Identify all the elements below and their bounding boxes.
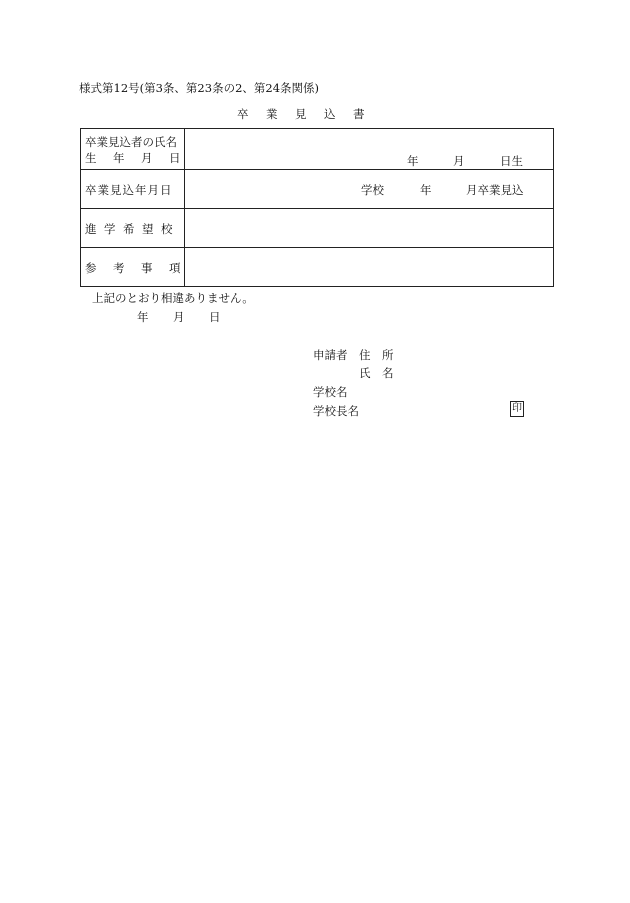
label-char: 生 [85, 151, 97, 165]
label-cell-remarks [81, 248, 185, 287]
date-year-label: 年 [137, 310, 149, 324]
label-char: 校 [161, 222, 173, 236]
value-cell-name-birthdate[interactable] [185, 129, 554, 170]
label-char: 参 [85, 261, 97, 275]
birth-day-label: 日生 [500, 154, 523, 168]
value-cell-expected-graduation[interactable] [185, 170, 554, 209]
label-char: 希 [123, 222, 135, 236]
label-cell-expected-graduation [81, 170, 185, 209]
title-char: 見 [295, 107, 307, 121]
school-name-label: 学校名 [313, 385, 348, 399]
label-cell-name-birthdate [81, 129, 185, 170]
title-char: 書 [353, 107, 365, 121]
label-expected-graduation-date: 卒業見込年月日 [85, 183, 173, 197]
birth-year-label: 年 [407, 154, 419, 168]
label-char: 項 [169, 261, 181, 275]
graduation-year-label: 年 [420, 183, 432, 197]
label-cell-desired-school [81, 209, 185, 248]
birth-month-label: 月 [453, 154, 465, 168]
address-label: 住 所 [359, 348, 394, 362]
label-char: 進 [85, 222, 97, 236]
document-title [237, 106, 382, 122]
label-char: 考 [113, 261, 125, 275]
signature-date [137, 309, 221, 325]
table-row-expected-graduation [81, 170, 554, 209]
school-suffix-label: 学校 [361, 183, 384, 197]
seal-mark: 印 [510, 401, 524, 417]
value-cell-remarks[interactable] [185, 248, 554, 287]
certificate-form-table [80, 128, 554, 287]
form-number-label: 様式第12号(第3条、第23条の2、第24条関係) [79, 81, 320, 95]
graduation-month-suffix: 月卒業見込 [466, 183, 524, 197]
title-char: 卒 [237, 107, 249, 121]
label-desired-school [85, 221, 173, 237]
table-row-desired-school [81, 209, 554, 248]
attestation-note: 上記のとおり相違ありません。 [92, 291, 254, 305]
label-char: 月 [141, 151, 153, 165]
label-char: 事 [141, 261, 153, 275]
principal-name-label: 学校長名 [313, 404, 359, 418]
table-row-remarks [81, 248, 554, 287]
value-cell-desired-school[interactable] [185, 209, 554, 248]
date-month-label: 月 [173, 310, 185, 324]
label-remarks [85, 260, 181, 276]
label-birthdate [85, 150, 181, 166]
label-char: 日 [169, 151, 181, 165]
label-char: 学 [104, 222, 116, 236]
applicant-name-label: 氏 名 [359, 366, 394, 380]
applicant-label: 申請者 [313, 348, 348, 362]
applicant-address-row [313, 347, 394, 363]
table-row-name-birthdate [81, 129, 554, 170]
label-graduate-name: 卒業見込者の氏名 [85, 135, 177, 149]
label-char: 年 [113, 151, 125, 165]
date-day-label: 日 [209, 310, 221, 324]
title-char: 込 [324, 107, 336, 121]
title-char: 業 [266, 107, 278, 121]
label-char: 望 [142, 222, 154, 236]
